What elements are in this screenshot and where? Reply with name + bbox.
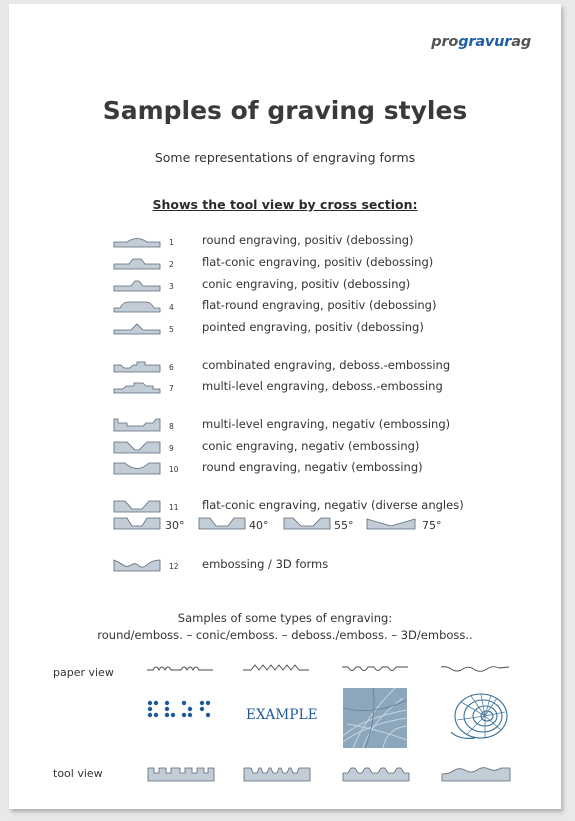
company-logo: progravurag: [431, 34, 531, 50]
flat-conic-groove-icon: [113, 499, 161, 513]
style-label: flat-round engraving, positiv (debossing): [202, 298, 437, 312]
page-subtitle: Some representations of engraving forms: [154, 150, 416, 165]
style-number: 8: [169, 422, 174, 431]
flat-round-bump-icon: [113, 299, 161, 313]
small-cone-bump-icon: [113, 278, 161, 292]
style-label: flat-conic engraving, positiv (debossing): [202, 255, 434, 269]
paper-profile-conic: [243, 662, 309, 676]
style-number: 3: [169, 282, 174, 291]
tool-profile-round: [147, 764, 215, 782]
style-label: round engraving, positiv (debossing): [202, 233, 414, 247]
multi-level-positive-icon: [113, 380, 161, 394]
style-label: conic engraving, positiv (debossing): [202, 277, 411, 291]
section-heading: Shows the tool view by cross section:: [152, 197, 418, 212]
paper-profile-3d: [441, 662, 509, 676]
angle-label: 40°: [249, 519, 269, 532]
round-groove-icon: [113, 461, 161, 475]
style-label: conic engraving, negativ (embossing): [202, 439, 420, 453]
style-number: 4: [169, 303, 174, 312]
angle-label: 55°: [334, 519, 354, 532]
groove-40-degree-icon: [198, 516, 246, 530]
style-label: embossing / 3D forms: [202, 557, 329, 571]
style-label: round engraving, negativ (embossing): [202, 460, 423, 474]
document-page: [9, 4, 561, 809]
conic-groove-icon: [113, 440, 161, 454]
style-label: flat-conic engraving, negativ (diverse angles): [202, 498, 464, 512]
textured-pattern-sample: [343, 688, 407, 748]
tool-profile-3d: [441, 764, 511, 782]
style-number: 12: [169, 562, 179, 571]
style-number: 5: [169, 325, 174, 334]
page-title: Samples of graving styles: [102, 96, 468, 125]
style-number: 9: [169, 444, 174, 453]
example-sample-text: EXAMPLE: [246, 707, 318, 723]
angle-label: 75°: [422, 519, 442, 532]
style-number: 6: [169, 363, 174, 372]
braille-dots-sample: [147, 688, 213, 728]
style-number: 2: [169, 260, 174, 269]
tool-profile-deboss: [342, 764, 410, 782]
style-number: 7: [169, 384, 174, 393]
multi-level-negative-icon: [113, 418, 161, 432]
samples-heading: [9, 610, 561, 644]
style-label: pointed engraving, positiv (debossing): [202, 320, 424, 334]
round-bump-icon: [113, 234, 161, 248]
paper-view-label: paper view: [53, 666, 114, 679]
style-number: 11: [169, 503, 179, 512]
tool-profile-conic: [243, 764, 311, 782]
trapezoid-bump-icon: [113, 256, 161, 270]
style-number: 10: [169, 465, 179, 474]
style-number: 1: [169, 238, 174, 247]
style-label: multi-level engraving, negativ (embossing): [202, 417, 451, 431]
pointed-bump-icon: [113, 321, 161, 335]
paper-profile-deboss: [342, 662, 408, 676]
style-label: multi-level engraving, deboss.-embossing: [202, 379, 443, 393]
groove-30-degree-icon: [113, 516, 161, 530]
samples-heading-line2: round/emboss. – conic/emboss. – deboss./emboss. – 3D/emboss..: [97, 628, 473, 642]
paper-profile-round: [147, 662, 213, 676]
tool-view-label: tool view: [53, 767, 103, 780]
shell-relief-sample: [445, 688, 511, 748]
combined-profile-icon: [113, 359, 161, 373]
angle-label: 30°: [165, 519, 185, 532]
style-label: combinated engraving, deboss.-embossing: [202, 358, 451, 372]
wavy-3d-profile-icon: [113, 558, 161, 572]
groove-75-degree-icon: [366, 516, 416, 530]
groove-55-degree-icon: [283, 516, 331, 530]
samples-heading-line1: Samples of some types of engraving:: [177, 611, 393, 625]
